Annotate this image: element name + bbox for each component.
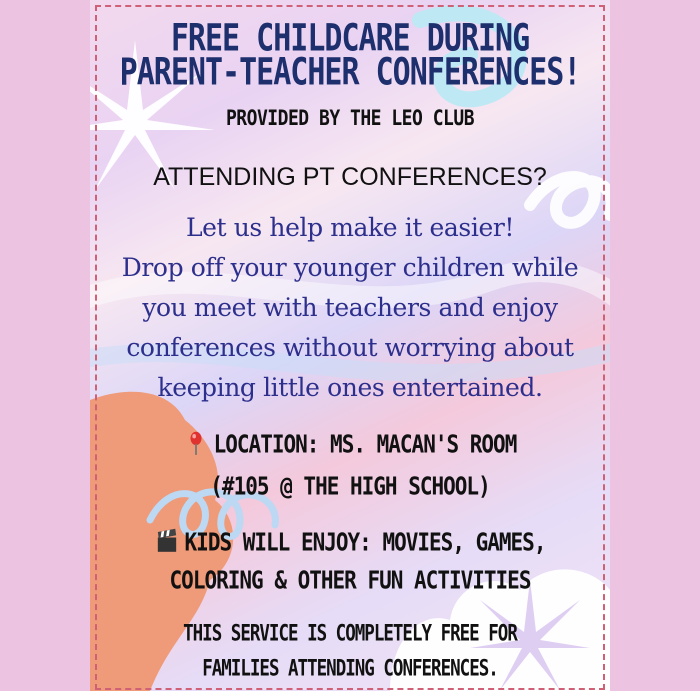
activities-line-2: COLORING & OTHER FUN ACTIVITIES: [169, 565, 531, 595]
provided-by: PROVIDED BY THE LEO CLUB: [225, 105, 475, 132]
free-line-2: FAMILIES ATTENDING CONFERENCES.: [202, 656, 498, 682]
question-heading: ATTENDING PT CONFERENCES?: [153, 163, 547, 191]
body-line: conferences without worrying about: [126, 333, 574, 362]
location-text: LOCATION: MS. MACAN'S ROOM: [213, 429, 517, 459]
body-line: keeping little ones entertained.: [157, 373, 543, 402]
title-line-1: FREE CHILDCARE DURING: [170, 16, 530, 61]
activities-text: KIDS WILL ENJOY: MOVIES, GAMES,: [184, 527, 546, 557]
flyer: [90, 0, 610, 691]
body-text: [90, 208, 610, 408]
title-line-2: PARENT-TEACHER CONFERENCES!: [119, 50, 581, 95]
clapperboard-icon: [155, 528, 179, 554]
activities-line-1: [90, 528, 610, 557]
body-line: Let us help make it easier!: [185, 213, 515, 242]
location-line-1: [90, 430, 610, 459]
free-line-1: THIS SERVICE IS COMPLETELY FREE FOR: [183, 621, 517, 647]
body-line: you meet with teachers and enjoy: [142, 293, 558, 322]
body-line: Drop off your younger children while: [121, 253, 579, 282]
location-line-2: (#105 @ THE HIGH SCHOOL): [210, 471, 490, 501]
pushpin-icon: [184, 430, 208, 456]
